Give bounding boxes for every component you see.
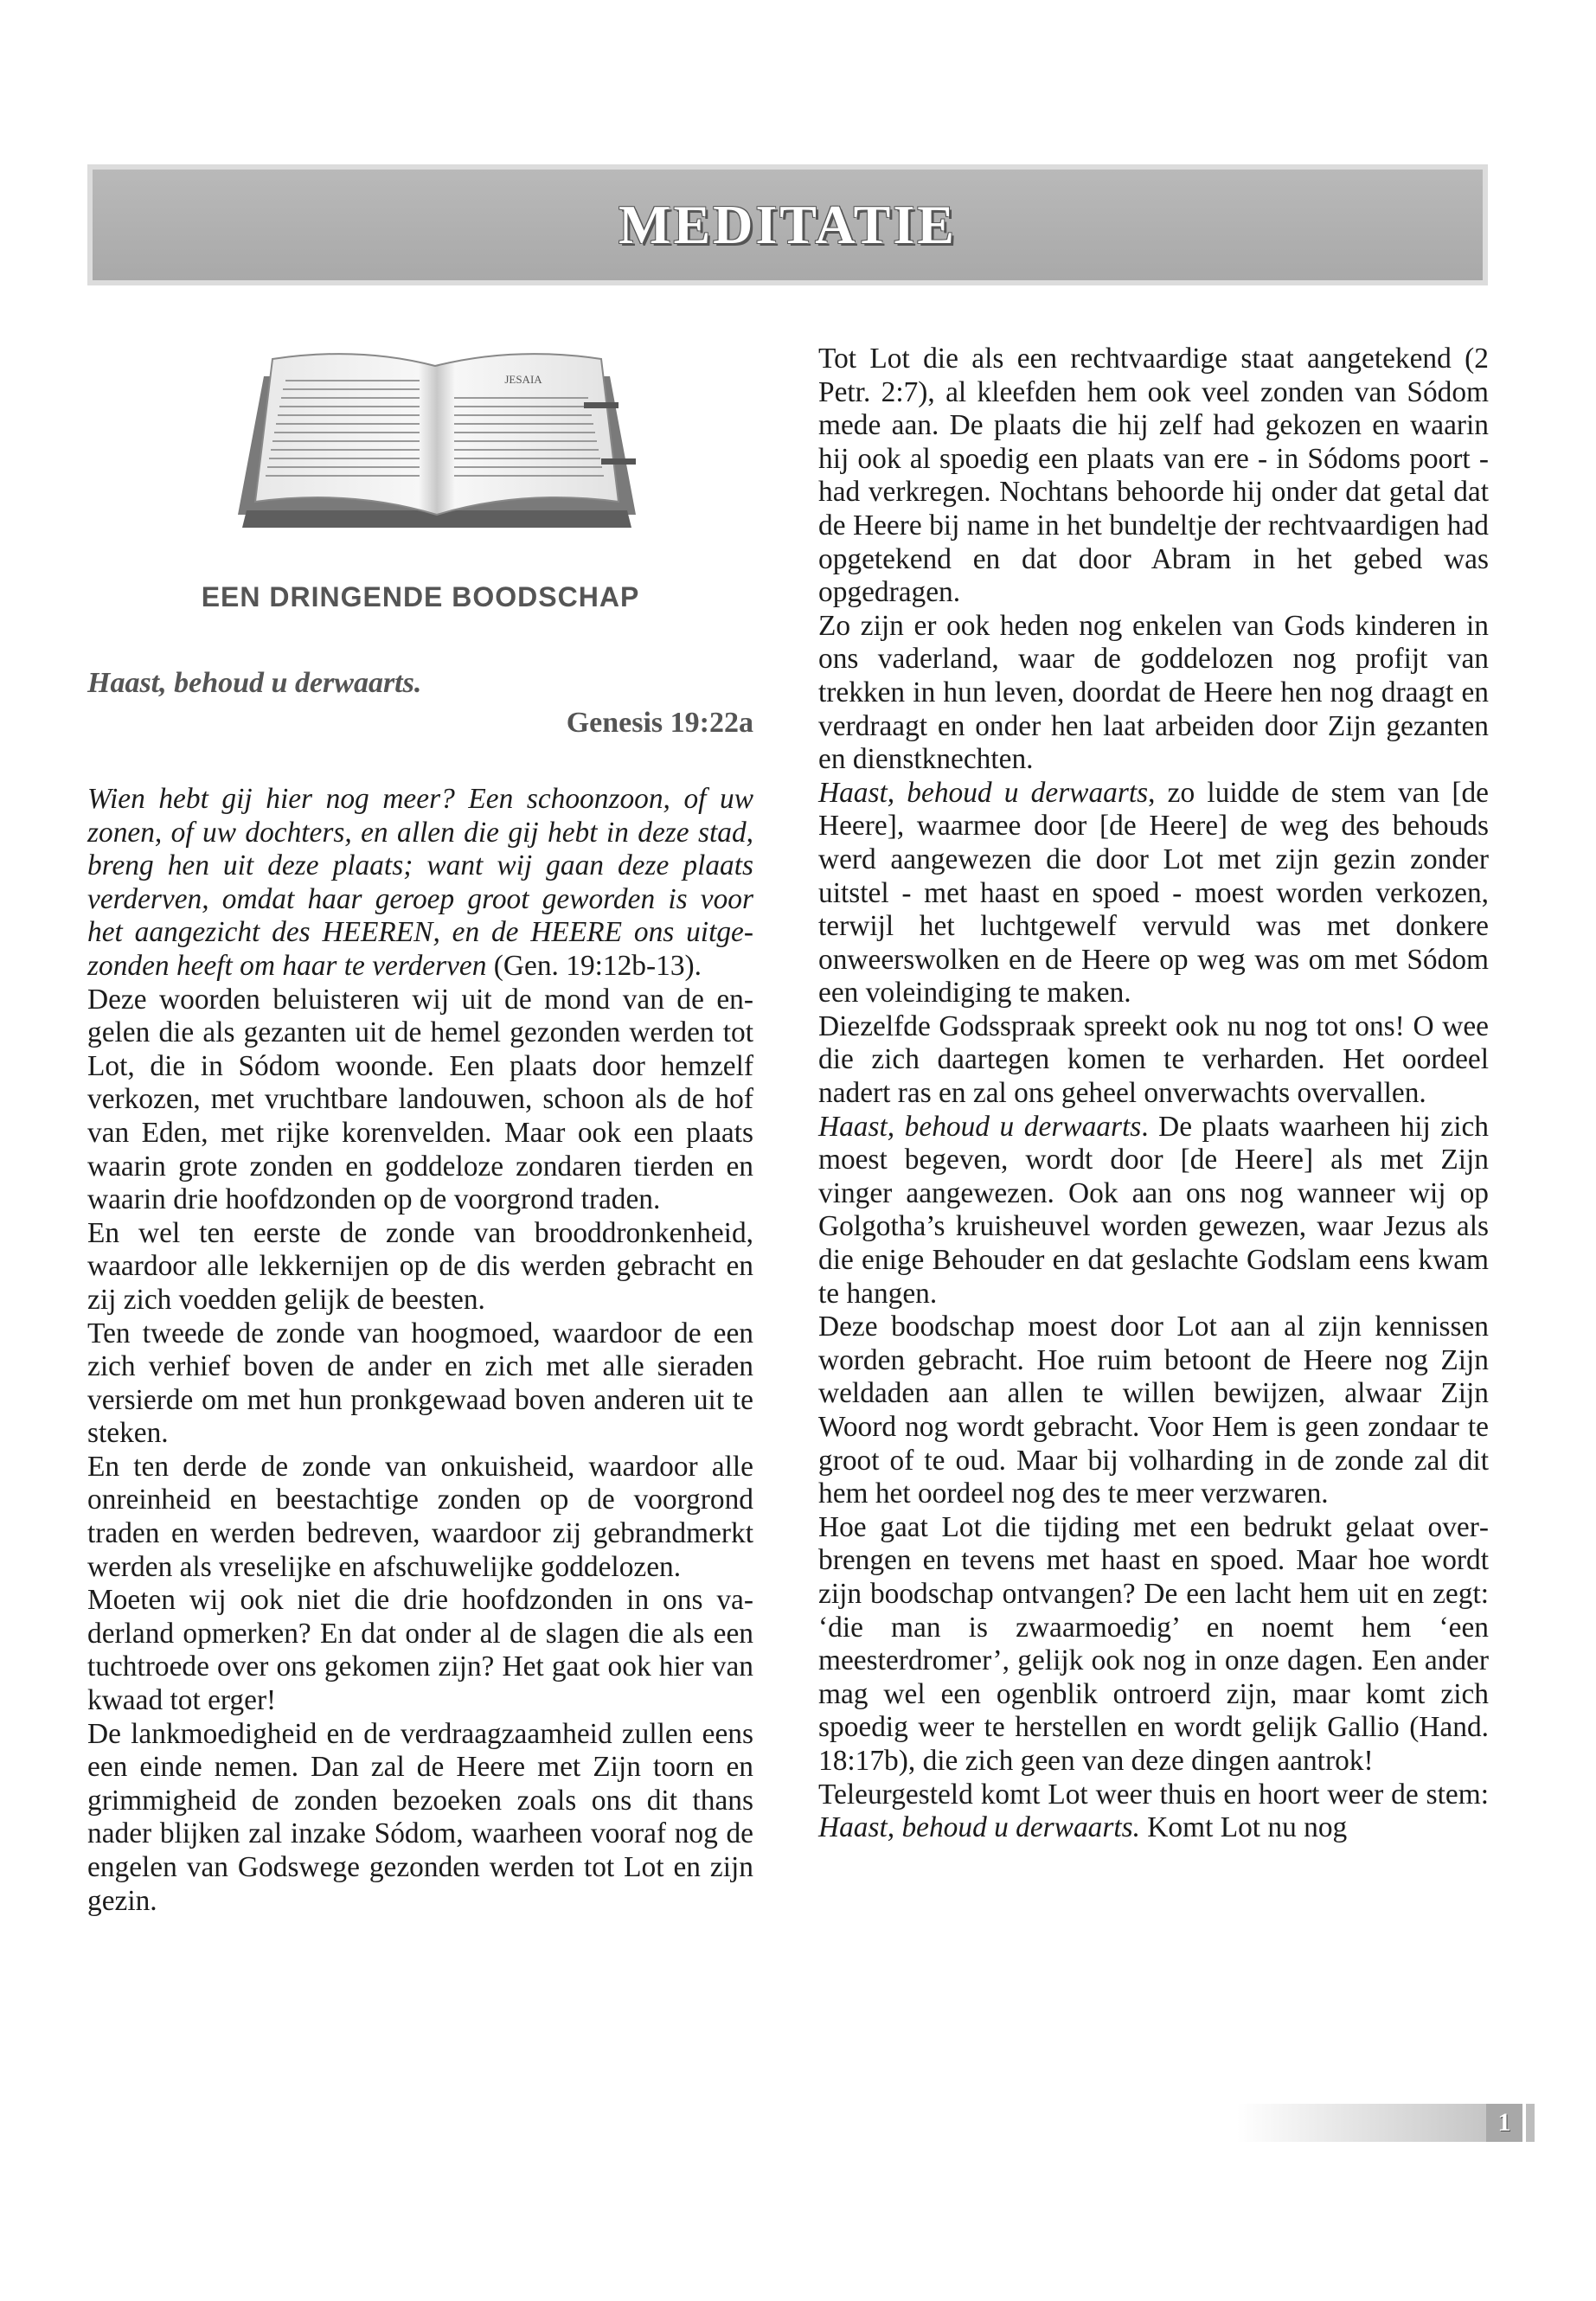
page-number: 1 [1486,2104,1522,2142]
verse-reference: Genesis 19:22a [566,707,753,739]
paragraph-text: , zo luidde de stem van [de Heere], waarmee door [de Heere] de weg des behouds werd aangewezen die door Lot met zijn gezin zonder uitstel - met haast en spoed - moest worden verkozen, terwijl het luchtgewelf vervuld was met donkere onweerswolken en de Heere op weg was om met Sódom een voleindiging te maken. [818,776,1489,1009]
body-paragraph [818,1779,1489,1845]
body-paragraph: En ten derde de zonde van onkuisheid, waardoor alle onreinheid en beestachtige zonden op de voorgrond traden en werden bedreven, waardoor zij gebrandmerkt werden als vreselijke en afschuwelijke goddelozen. [87,1450,753,1583]
bible-page-heading: JESAIA [504,373,542,386]
body-paragraph: Moeten wij ook niet die drie hoofdzonden in ons vaderland opmerken? En dat onder al de slagen die als een tuchtroede over ons gekomen zijn? Het gaat ook hier van kwaad tot erger! [87,1584,753,1717]
text-verse: Haast, behoud u derwaarts. [87,667,422,699]
page-number-edge [1526,2104,1535,2142]
right-column [818,343,1489,1845]
body-paragraph: Deze woorden beluisteren wij uit de mond van de engelen die als gezanten uit de hemel gezonden werden tot Lot, die in Sódom woonde. Een plaats door hemzelf verkozen, met vruchtbare landouwen, schoon als de hof van Eden, met rijke korenvelden. Maar ook een plaats waarin grote zonden en goddeloze zondaren tierden en waarin drie hoofdzonden op de voorgrond traden. [87,983,753,1216]
section-banner [87,164,1488,285]
left-column [87,783,753,1918]
body-paragraph: De lankmoedigheid en de verdraagzaamheid zullen eens een einde nemen. Dan zal de Heere met Zijn toorn en grimmigheid de zonden bezoeken zoals ons dit thans nader blijken zal inzake Sódom, waarheen vooraf nog de engelen van Godswege gezonden werden tot Lot en zijn gezin. [87,1717,753,1917]
opening-quote-paragraph [87,783,753,984]
body-paragraph: Zo zijn er ook heden nog enkelen van Gods kinderen in ons vaderland, waar de goddelozen nog profijt van trekken in hun leven, doordat de Heere hen nog draagt en verdraagt en onder hen laat arbeiden door Zijn gezanten en dienstknechten. [818,609,1489,776]
opening-quote-ref: (Gen. 19:12b-13). [486,949,702,982]
body-paragraph [818,777,1489,1010]
verse-quote: Haast, behoud u derwaarts [818,1110,1142,1143]
opening-quote: Wien hebt gij hier nog meer? Een schoonzoon, of uw zonen, of uw dochters, en allen die gij hebt in deze stad, breng hen uit deze plaats; want wij gaan deze plaats verderven, omdat haar geroep groot geworden is voor het aangezicht des HEEREN, en de HEERE ons uitgezonden heeft om haar te verderven [87,783,753,982]
body-paragraph [818,1111,1489,1311]
section-title: MEDITATIE [619,194,957,255]
article-heading: EEN DRINGENDE BOODSCHAP [201,581,640,612]
verse-quote: Haast, behoud u derwaarts [818,776,1149,809]
open-bible-illustration [238,342,636,536]
body-paragraph: Ten tweede de zonde van hoogmoed, waardoor de een zich verhief boven de ander en zich met alle sieraden versierde om met hun pronkgewaad boven anderen uit te steken. [87,1317,753,1450]
body-paragraph: Deze boodschap moest door Lot aan al zijn kennissen worden gebracht. Hoe ruim betoont de Heere nog Zijn weldaden aan allen te willen bewijzen, alwaar Zijn Woord nog wordt gebracht. Voor Hem is geen zondaar te groot of te oud. Maar bij volharding in de zonde zal dit hem het oordeel nog des te meer verzwaren. [818,1311,1489,1510]
verse-quote: Haast, behoud u derwaarts. [818,1811,1140,1844]
paragraph-text: Komt Lot nu nog [1139,1811,1348,1844]
body-paragraph: Hoe gaat Lot die tijding met een bedrukt gelaat overbrengen en tevens met haast en spoed. Maar hoe wordt zijn boodschap ontvangen? De een lacht hem uit en zegt: ‘die man is zwaarmoedig’ en noemt hem ‘een meesterdromer’, gelijk ook nog in onze dagen. Een ander mag wel een ogenblik ontroerd zijn, maar komt zich spoedig weer te herstellen en wordt gelijk Gallio (Hand. 18:17b), die zich geen van deze dingen aantrok! [818,1510,1489,1777]
body-paragraph: Diezelfde Godsspraak spreekt ook nu nog tot ons! O wee die zich daartegen komen te verharden. Het oordeel nadert ras en zal ons geheel onverwachts overvallen. [818,1009,1489,1110]
page-number-bar [1237,2104,1522,2142]
paragraph-text: Teleurgesteld komt Lot weer thuis en hoort weer de stem: [818,1778,1489,1811]
paragraph-text: . De plaats waarheen hij zich moest begeven, wordt door [de Heere] als met Zijn vinger aangewezen. Ook aan ons nog wanneer wij op Golgotha’s kruisheuvel worden gewezen, waar Jezus als die enige Behouder en dat geslachte Godslam eens kwam te hangen. [818,1110,1489,1310]
body-paragraph: En wel ten eerste de zonde van brooddronkenheid, waardoor alle lekkernijen op de dis werden gebracht en zij zich voedden gelijk de beesten. [87,1216,753,1316]
body-paragraph: Tot Lot die als een rechtvaardige staat aangetekend (2 Petr. 2:7), al kleefden hem ook veel zonden van Sódom mede aan. De plaats die hij zelf had gekozen en waarin hij ook al spoedig een plaats van ere - in Sódoms poort - had verkregen. Nochtans behoorde hij onder dat getal dat de Heere bij name in het bundeltje der rechtvaardigen had opgetekend en dat door Abram in het gebed was opgedragen. [818,343,1489,609]
